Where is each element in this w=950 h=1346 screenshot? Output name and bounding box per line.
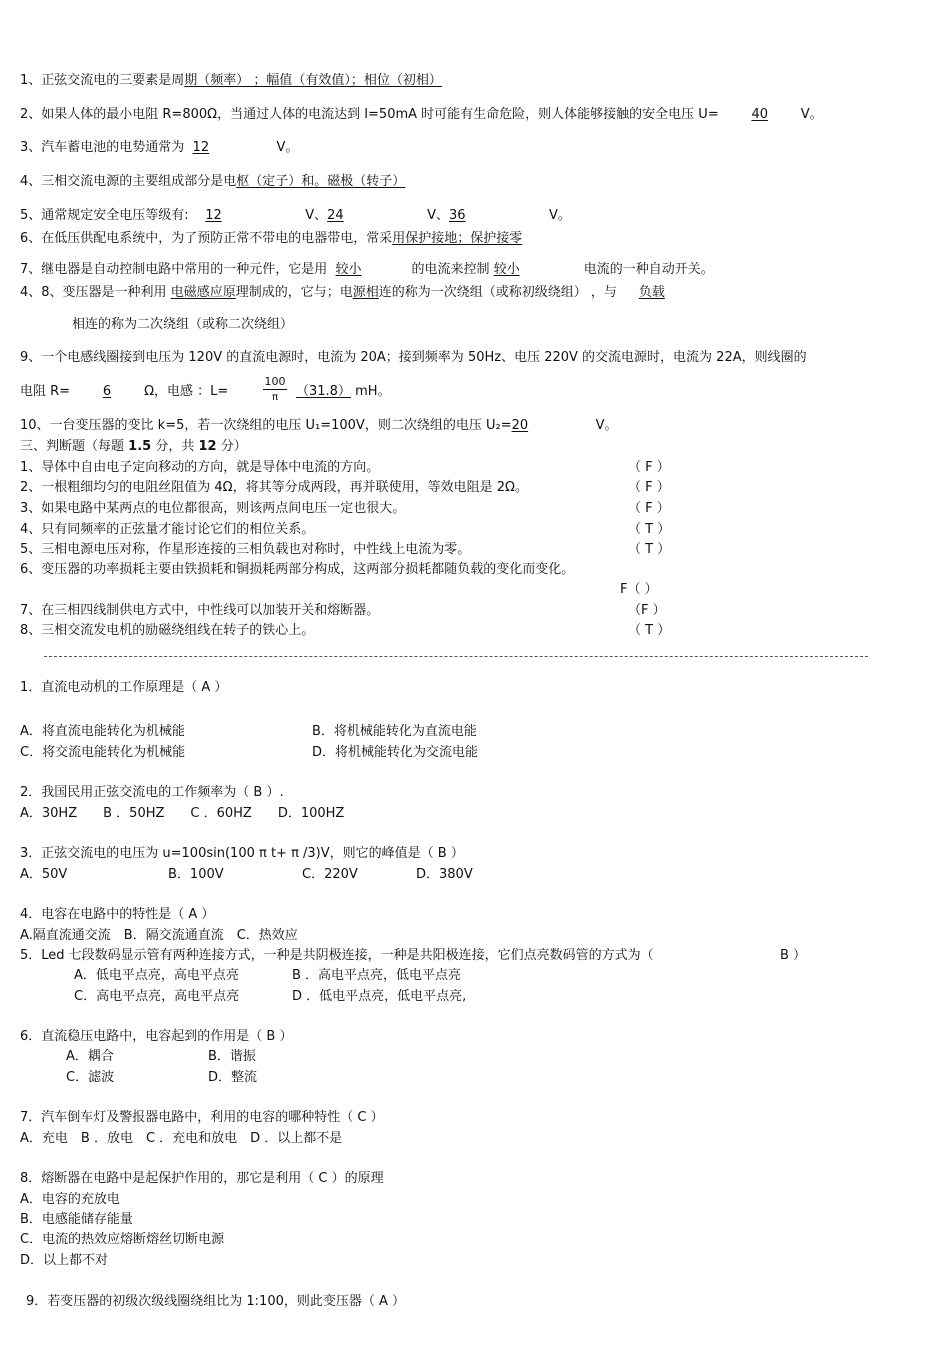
judge-answer: （ T ） [628, 522, 671, 537]
mc-q5-option-a: A．低电平点亮，高电平点亮 [74, 968, 239, 983]
mc-q3-option-c: C．220V [302, 867, 358, 882]
mc-q6-option-a: A．耦合 [66, 1049, 114, 1064]
mc-q5-option-d: D ．低电平点亮，低电平点亮, [292, 989, 467, 1004]
judge-header-points: 1.5 [128, 439, 152, 454]
judge-answer: （ F ） [628, 501, 670, 516]
mc-q5-stem: 5．Led 七段数码显示管有两种连接方式，一种是共阴极连接，一种是共阳极连接，它们点亮数码管的方式为（ [20, 948, 654, 963]
section-divider [44, 656, 868, 657]
fill-q5-answer-3: 36 [449, 208, 466, 223]
mc-q1-option-c: C．将交流电能转化为机械能 [20, 745, 186, 760]
judge-answer: F（ ） [620, 582, 658, 597]
judge-answer: （ T ） [628, 542, 671, 557]
mc-q6-stem: 6．直流稳压电路中，电容起到的作用是（ B ） [20, 1029, 293, 1044]
fill-q7-text: 7、继电器是自动控制电路中常用的一种元件，它是用 [20, 262, 328, 277]
fill-q5-sep-1: V、 [305, 208, 328, 223]
fill-q5-sep-2: V、 [427, 208, 449, 223]
fill-q5-answer-2: 24 [327, 208, 344, 223]
judge-answer: （ F ） [628, 480, 670, 495]
fill-q7-mid: 的电流来控制 [411, 262, 490, 277]
mc-q7-stem: 7．汽车倒车灯及警报器电路中，利用的电容的哪种特性（ C ） [20, 1110, 384, 1125]
fill-q4-text: 4、三相交流电源的主要组成部分是电 [20, 174, 237, 189]
mc-q1-option-a: A．将直流电能转化为机械能 [20, 724, 185, 739]
mc-q3-option-b: B．100V [168, 867, 224, 882]
mc-q5-answer: B ） [780, 948, 807, 963]
mc-q6-option-c: C．滤波 [66, 1070, 115, 1085]
fill-q7 [20, 262, 714, 278]
mc-q3-stem: 3．正弦交流电的电压为 u=100sin(100 π t+ π /3)V，则它的峰值是（ B ） [20, 846, 464, 861]
mc-q1-option-d: D．将机械能转化为交流电能 [312, 745, 479, 760]
judge-answer: （ T ） [628, 623, 671, 638]
fill-q9-unit: mH。 [355, 384, 391, 399]
fill-q10-tail: V。 [595, 418, 618, 433]
fill-q2 [20, 107, 823, 123]
fill-q9-answer-r: 6 [102, 384, 112, 399]
fill-q9-line2 [20, 384, 240, 400]
mc-q2-stem: 2．我国民用正弦交流电的工作频率为（ B ）. [20, 785, 284, 800]
fill-q9 [20, 350, 807, 366]
judge-answer: （F ） [628, 603, 666, 618]
mc-q8-option-b: B．电感能储存能量 [20, 1212, 133, 1227]
fill-q6-answer: 用保护接地；保护接零 [392, 231, 523, 246]
fill-q9-answer-l: （31.8） [296, 384, 351, 399]
fill-q9-line2-text: 电阻 R= [20, 384, 71, 399]
mc-q6-option-b: B．谐振 [208, 1049, 256, 1064]
fill-q10-answer: 20 [511, 418, 529, 433]
fill-q9-fraction [263, 376, 287, 404]
fill-q9-numerator: 100 [264, 375, 286, 388]
mc-q8-option-d: D．以上都不对 [20, 1253, 109, 1268]
judge-item: 3、如果电路中某两点的电位都很高，则该两点间电压一定也很大。 [20, 501, 406, 516]
fill-q6-text: 6、在低压供配电系统中，为了预防正常不带电的电器带电，常采 [20, 231, 393, 246]
fill-q8-cont [20, 317, 293, 333]
mc-q2-options: A．30HZ B ．50HZ C ．60HZ D．100HZ [20, 806, 345, 821]
fill-q9-ohm: Ω，电感 ：L= [144, 384, 229, 399]
fill-q8 [20, 285, 665, 301]
fill-q2-text: 2、如果人体的最小电阻 R=800Ω，当通过人体的电流达到 I=50mA 时可能有生命危险，则人体能够接触的安全电压 U= [20, 107, 719, 122]
fill-q2-tail: V。 [800, 107, 823, 122]
mc-q4-options: A.隔直流通交流 B．隔交流通直流 C．热效应 [20, 928, 298, 943]
judge-item: 4、只有同频率的正弦量才能讨论它们的相位关系。 [20, 522, 315, 537]
fill-q5 [20, 208, 571, 224]
judge-header-total: 12 [198, 439, 217, 454]
judge-item: 5、三相电源电压对称，作星形连接的三相负载也对称时，中性线上电流为零。 [20, 542, 471, 557]
mc-q8-option-c: C．电流的热效应熔断熔丝切断电源 [20, 1232, 225, 1247]
fill-q5-tail: V。 [549, 208, 571, 223]
fill-q4-answer: 枢（定子）和。磁极（转子） [236, 174, 406, 189]
fill-q10-text: 10、一台变压器的变比 k=5，若一次绕组的电压 U₁=100V，则二次绕组的电压 U₂= [20, 418, 512, 433]
mc-q8-stem: 8．熔断器在电路中是起保护作用的，那它是利用（ C ）的原理 [20, 1171, 384, 1186]
mc-q7-options: A．充电 B ．放电 C ．充电和放电 D ．以上都不是 [20, 1131, 343, 1146]
fill-q4 [20, 174, 454, 190]
fill-q9-denominator: π [271, 392, 279, 403]
judge-answer: （ F ） [628, 460, 670, 475]
fill-q8-answer-3: 负载 [638, 285, 665, 300]
fill-q7-tail: 电流的一种自动开关。 [583, 262, 714, 277]
mc-q8-option-a: A．电容的充放电 [20, 1192, 120, 1207]
fill-q8-text: 4、8、变压器是一种利用 [20, 285, 167, 300]
mc-q5-option-b: B ．高电平点亮，低电平点亮 [292, 968, 462, 983]
fill-q6 [20, 231, 576, 247]
judge-item: 2、一根粗细均匀的电阻丝阻值为 4Ω，将其等分成两段，再并联使用，等效电阻是 2Ω。 [20, 480, 528, 495]
fill-q8-mid: 理制成的，它与；电 [235, 285, 353, 300]
fill-q9-value [296, 384, 391, 400]
mc-q1-option-b: B．将机械能转化为直流电能 [312, 724, 477, 739]
judge-item: 6、变压器的功率损耗主要由铁损耗和铜损耗两部分构成，这两部分损耗都随负载的变化而变化。 [20, 562, 575, 577]
judge-header-tail: 分） [220, 439, 247, 454]
fill-q1-text: 1、正弦交流电的三要素是周 [20, 73, 185, 88]
fill-q8-cont-text: 相连的称为二次绕组（或称二次绕组） [72, 317, 294, 332]
fill-q8-answer-2: 源相 [352, 285, 379, 300]
fill-q5-answer-1: 12 [205, 208, 222, 223]
fill-q7-answer-1: 较小 [335, 262, 362, 277]
fill-q7-answer-2: 较小 [493, 262, 520, 277]
mc-q1-stem: 1．直流电动机的工作原理是（ A ） [20, 680, 228, 695]
fill-q3-text: 3、汽车蓄电池的电势通常为 [20, 140, 185, 155]
mc-q5-option-c: C．高电平点亮，高电平点亮 [74, 989, 240, 1004]
fill-q3-answer: 12 [192, 140, 210, 155]
judge-item: 1、导体中自由电子定向移动的方向，就是导体中电流的方向。 [20, 460, 380, 475]
mc-q3-option-d: D．380V [416, 867, 473, 882]
mc-q4-stem: 4．电容在电路中的特性是（ A ） [20, 907, 215, 922]
fill-q8-answer-1: 电磁感应原 [170, 285, 236, 300]
fill-q9-text: 9、一个电感线圈接到电压为 120V 的直流电源时，电流为 20A；接到频率为 50Hz、电压 220V 的交流电源时，电流为 22A，则线圈的 [20, 350, 807, 365]
judge-item: 8、三相交流发电机的励磁绕组线在转子的铁心上。 [20, 623, 315, 638]
mc-q9-stem: 9．若变压器的初级次级线圈绕组比为 1:100，则此变压器（ A ） [26, 1294, 406, 1309]
fill-q2-answer: 40 [751, 107, 768, 122]
fill-q1 [20, 73, 442, 89]
judge-header-mid: 分，共 [155, 439, 195, 454]
fill-q8-mid2: 连的称为一次绕组（或称初级绕组） ，与 [378, 285, 617, 300]
fill-q5-text: 5、通常规定安全电压等级有: [20, 208, 189, 223]
fill-q3-tail: V。 [276, 140, 299, 155]
mc-q6-option-d: D．整流 [208, 1070, 258, 1085]
fill-q10 [20, 418, 617, 434]
judge-item: 7、在三相四线制供电方式中，中性线可以加装开关和熔断器。 [20, 603, 380, 618]
fill-q1-answer: 期（频率） ；幅值（有效值）；相位（初相） [184, 73, 442, 88]
judge-header [20, 439, 247, 455]
fill-q3 [20, 140, 298, 156]
judge-header-text: 三、判断题（每题 [20, 439, 125, 454]
mc-q3-option-a: A．50V [20, 867, 68, 882]
